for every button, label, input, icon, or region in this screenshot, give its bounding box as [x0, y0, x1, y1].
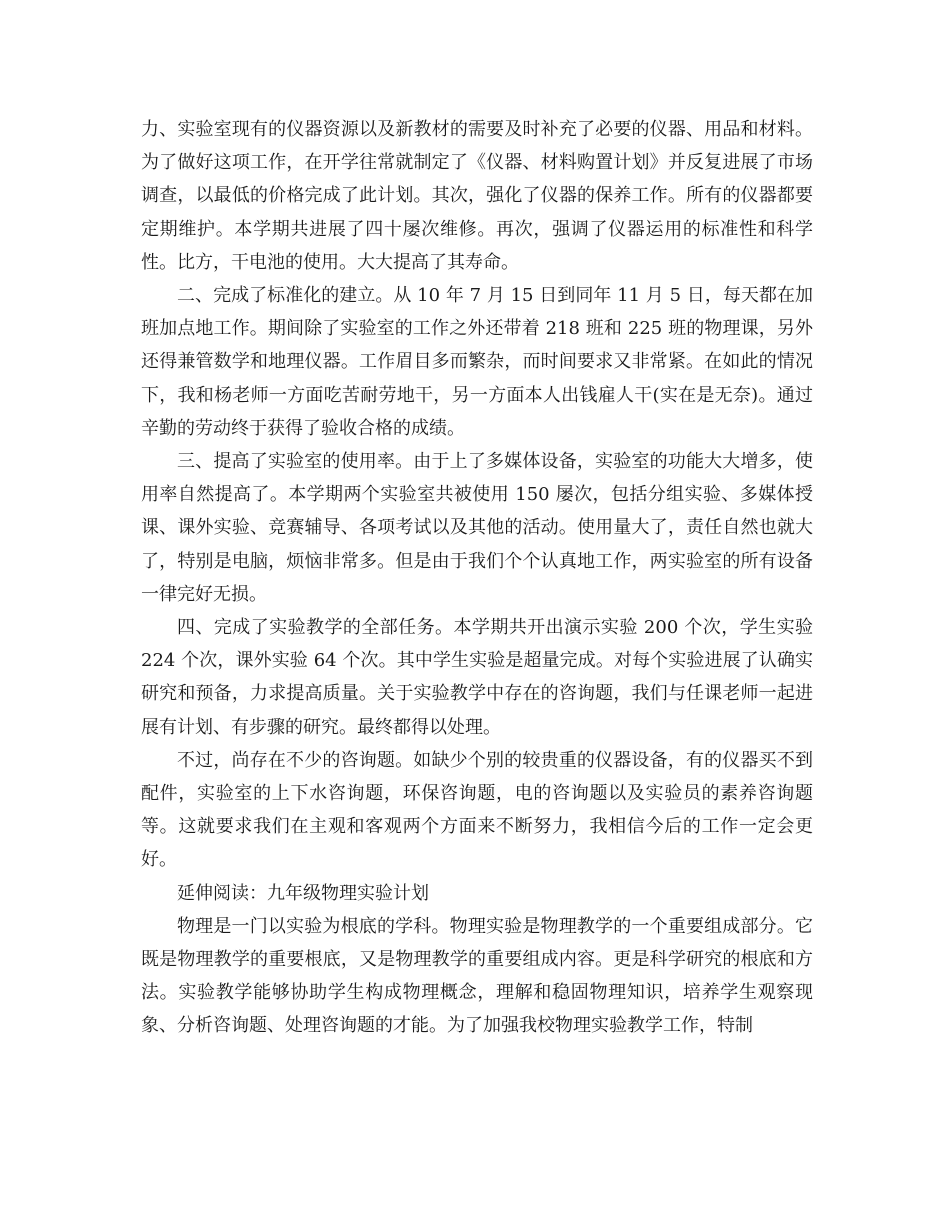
paragraph-instrument-maintenance: 力、实验室现有的仪器资源以及新教材的需要及时补充了必要的仪器、用品和材料。为了做好这项工作，在开学往常就制定了《仪器、材料购置计划》并反复进展了市场调查，以最低的价格完成了此计划。其次，强化了仪器的保养工作。所有的仪器都要定期维护。本学期共进展了四十屡次维修。再次，强调了仪器运用的标准性和科学性。比方，干电池的使用。大大提高了其寿命。	[141, 119, 813, 273]
paragraph-physics-experiment-plan: 物理是一门以实验为根底的学科。物理实验是物理教学的一个重要组成部分。它既是物理教学的重要根底，又是物理教学的重要组成内容。更是科学研究的根底和方法。实验教学能够协助学生构成物理概念，理解和稳固物理知识，培养学生观察现象、分析咨询题、处理咨询题的才能。为了加强我校物理实验教学工作，特制	[141, 915, 813, 1037]
paragraph-teaching-tasks: 四、完成了实验教学的全部任务。本学期共开出演示实验 200 个次，学生实验 224 个次，课外实验 64 个次。其中学生实验是超量完成。对每个实验进展了认确实研究和预备，力求提高质量。关于实验教学中存在的咨询题，我们与任课老师一起进展有计划、有步骤的研究。最终都得以处理。	[141, 617, 813, 738]
document-body	[141, 113, 813, 1042]
paragraph-usage-rate: 三、提高了实验室的使用率。由于上了多媒体设备，实验室的功能大大增多，使用率自然提高了。本学期两个实验室共被使用 150 屡次，包括分组实验、多媒体授课、课外实验、竞赛辅导、各项考试以及其他的活动。使用量大了，责任自然也就大了，特别是电脑，烦恼非常多。但是由于我们个个认真地工作，两实验室的所有设备一律完好无损。	[141, 451, 813, 605]
paragraph-standardization: 二、完成了标准化的建立。从 10 年 7 月 15 日到同年 11 月 5 日，每天都在加班加点地工作。期间除了实验室的工作之外还带着 218 班和 225 班的物理课，另外还得兼管数学和地理仪器。工作眉目多而繁杂，而时间要求又非常紧。在如此的情况下，我和杨老师一方面吃苦耐劳地干，另一方面本人出钱雇人干(实在是无奈)。通过辛勤的劳动终于获得了验收合格的成绩。	[141, 285, 813, 439]
paragraph-remaining-issues: 不过，尚存在不少的咨询题。如缺少个别的较贵重的仪器设备，有的仪器买不到配件，实验室的上下水咨询题，环保咨询题，电的咨询题以及实验员的素养咨询题等。这就要求我们在主观和客观两个方面来不断努力，我相信今后的工作一定会更好。	[141, 749, 813, 871]
section-heading-extended-reading: 延伸阅读：九年级物理实验计划	[177, 882, 429, 904]
